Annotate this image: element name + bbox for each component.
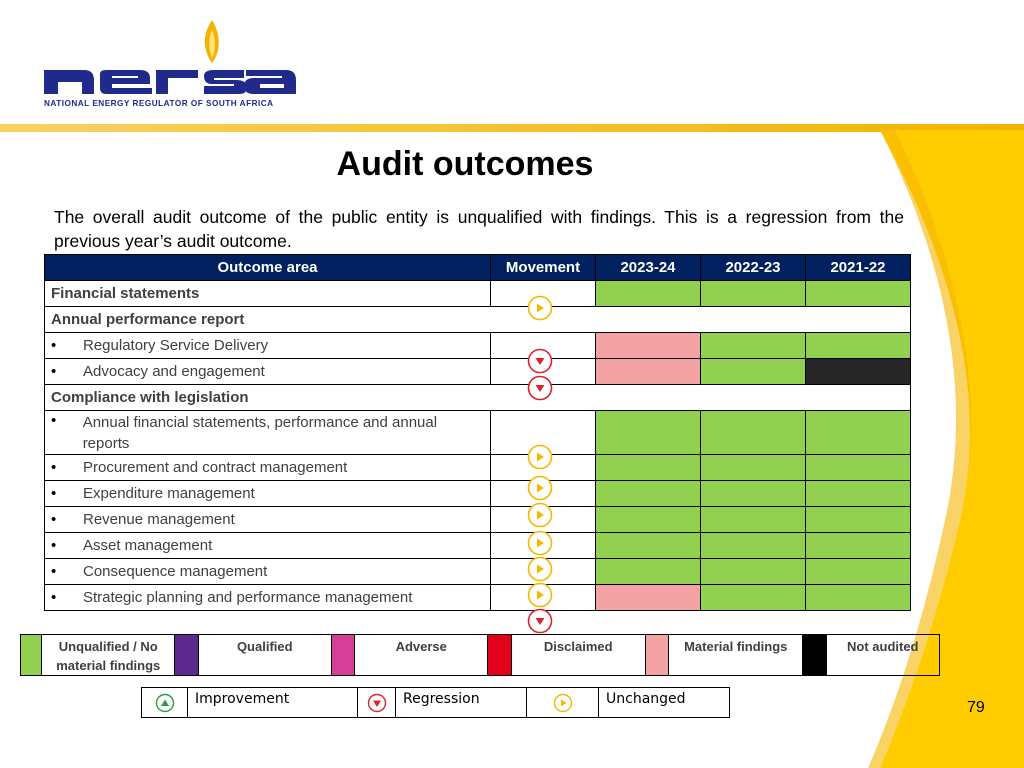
unchanged-icon-cell	[527, 688, 599, 718]
outcome-cell-2023-24	[596, 533, 701, 559]
legend-label-unqualified: Unqualified / No material findings	[42, 635, 175, 676]
outcome-cell-2023-24	[596, 359, 701, 385]
regression-icon	[367, 693, 387, 713]
legend-label-qualified: Qualified	[198, 635, 331, 676]
table-row	[45, 559, 911, 585]
outcome-cell-2023-24	[596, 281, 701, 307]
header-outcome-area: Outcome area	[45, 255, 491, 281]
table-row	[45, 507, 911, 533]
row-label: Consequence management	[83, 563, 268, 580]
row-label-cell	[45, 411, 491, 455]
regression-icon	[527, 608, 553, 634]
bullet-icon: •	[51, 411, 57, 429]
outcome-legend	[20, 634, 940, 676]
slide-title: Audit outcomes	[336, 145, 594, 183]
outcome-cell-2023-24	[596, 455, 701, 481]
outcome-cell-2023-24	[596, 559, 701, 585]
table-row	[45, 281, 911, 307]
outcome-cell-2022-23	[701, 411, 806, 455]
unchanged-icon	[527, 502, 553, 528]
unchanged-icon	[527, 556, 553, 582]
bullet-icon: •	[51, 589, 57, 606]
outcome-cell-2022-23	[701, 507, 806, 533]
row-label-cell	[45, 333, 491, 359]
table-section-row	[45, 307, 911, 333]
top-gold-band	[0, 124, 1024, 132]
table-header-row	[45, 255, 911, 281]
outcome-cell-2023-24	[596, 333, 701, 359]
header-movement: Movement	[491, 255, 596, 281]
table-row	[45, 585, 911, 611]
bullet-icon: •	[51, 563, 57, 580]
row-label-cell	[45, 455, 491, 481]
legend-label-not-audited: Not audited	[826, 635, 939, 676]
audit-outcomes-table	[44, 254, 911, 611]
outcome-cell-2023-24	[596, 411, 701, 455]
legend-row	[21, 635, 940, 676]
legend-label-adverse: Adverse	[355, 635, 488, 676]
improvement-icon	[155, 693, 175, 713]
nersa-logo	[40, 18, 305, 110]
table-section-row	[45, 385, 911, 411]
table-row	[45, 481, 911, 507]
unchanged-label: Unchanged	[599, 688, 730, 718]
outcome-cell-2021-22	[806, 507, 911, 533]
outcome-cell-2021-22	[806, 533, 911, 559]
regression-icon	[527, 348, 553, 374]
outcome-cell-2022-23	[701, 585, 806, 611]
outcome-cell-2021-22	[806, 559, 911, 585]
outcome-cell-2023-24	[596, 585, 701, 611]
legend-label-material-findings: Material findings	[669, 635, 803, 676]
outcome-cell-2021-22	[806, 585, 911, 611]
movement-legend-row	[142, 688, 730, 718]
legend-swatch-unqualified	[21, 635, 42, 676]
improvement-icon-cell	[142, 688, 188, 718]
unchanged-icon	[527, 475, 553, 501]
unchanged-icon	[553, 693, 573, 713]
legend-swatch-adverse	[331, 635, 354, 676]
header-2021-22: 2021-22	[806, 255, 911, 281]
table-row	[45, 359, 911, 385]
legend-swatch-material-findings	[645, 635, 668, 676]
legend-swatch-qualified	[175, 635, 198, 676]
outcome-cell-2023-24	[596, 507, 701, 533]
header-2022-23: 2022-23	[701, 255, 806, 281]
table-row	[45, 333, 911, 359]
row-label: Procurement and contract management	[83, 459, 348, 476]
page-number: 79	[967, 699, 985, 716]
row-label: Annual financial statements, performance and annual reports	[82, 413, 438, 452]
outcome-cell-2021-22	[806, 411, 911, 455]
row-label: Revenue management	[83, 511, 235, 528]
outcome-cell-2022-23	[701, 481, 806, 507]
intro-paragraph: The overall audit outcome of the public entity is unqualified with findings. This is a regression from the previous year’s audit outcome.	[54, 207, 904, 251]
row-label: Financial statements	[45, 281, 491, 307]
outcome-cell-2023-24	[596, 481, 701, 507]
regression-icon	[527, 375, 553, 401]
outcome-cell-2021-22	[806, 481, 911, 507]
outcome-cell-2022-23	[701, 281, 806, 307]
outcome-cell-2021-22	[806, 333, 911, 359]
unchanged-icon	[527, 530, 553, 556]
row-label-cell	[45, 481, 491, 507]
row-label-cell	[45, 533, 491, 559]
legend-swatch-disclaimed	[488, 635, 511, 676]
row-label: Expenditure management	[83, 485, 255, 502]
unchanged-icon	[527, 295, 553, 321]
table-row	[45, 411, 911, 455]
row-label: Advocacy and engagement	[83, 363, 265, 380]
logo-subtitle: NATIONAL ENERGY REGULATOR OF SOUTH AFRICA	[44, 99, 274, 108]
bullet-icon: •	[51, 537, 57, 554]
regression-icon-cell	[358, 688, 396, 718]
row-label: Asset management	[83, 537, 213, 554]
row-label: Regulatory Service Delivery	[83, 337, 269, 354]
outcome-cell-2022-23	[701, 559, 806, 585]
outcome-cell-2021-22	[806, 455, 911, 481]
movement-legend	[141, 687, 730, 718]
bullet-icon: •	[51, 485, 57, 502]
outcome-cell-2022-23	[701, 533, 806, 559]
bullet-icon: •	[51, 459, 57, 476]
legend-label-disclaimed: Disclaimed	[511, 635, 645, 676]
section-label: Annual performance report	[45, 307, 911, 333]
row-label-cell	[45, 507, 491, 533]
row-label-cell	[45, 359, 491, 385]
outcome-cell-2021-22	[806, 359, 911, 385]
row-label-cell	[45, 585, 491, 611]
table-row	[45, 455, 911, 481]
outcome-cell-2022-23	[701, 359, 806, 385]
section-label: Compliance with legislation	[45, 385, 911, 411]
outcome-cell-2021-22	[806, 281, 911, 307]
header-2023-24: 2023-24	[596, 255, 701, 281]
outcome-cell-2022-23	[701, 455, 806, 481]
unchanged-icon	[527, 582, 553, 608]
bullet-icon: •	[51, 363, 57, 380]
row-label-cell	[45, 559, 491, 585]
row-label: Strategic planning and performance management	[83, 589, 413, 606]
legend-swatch-not-audited	[803, 635, 826, 676]
bullet-icon: •	[51, 511, 57, 528]
outcome-cell-2022-23	[701, 333, 806, 359]
bullet-icon: •	[51, 337, 57, 354]
table-row	[45, 533, 911, 559]
regression-label: Regression	[396, 688, 527, 718]
improvement-label: Improvement	[188, 688, 358, 718]
unchanged-icon	[527, 444, 553, 470]
